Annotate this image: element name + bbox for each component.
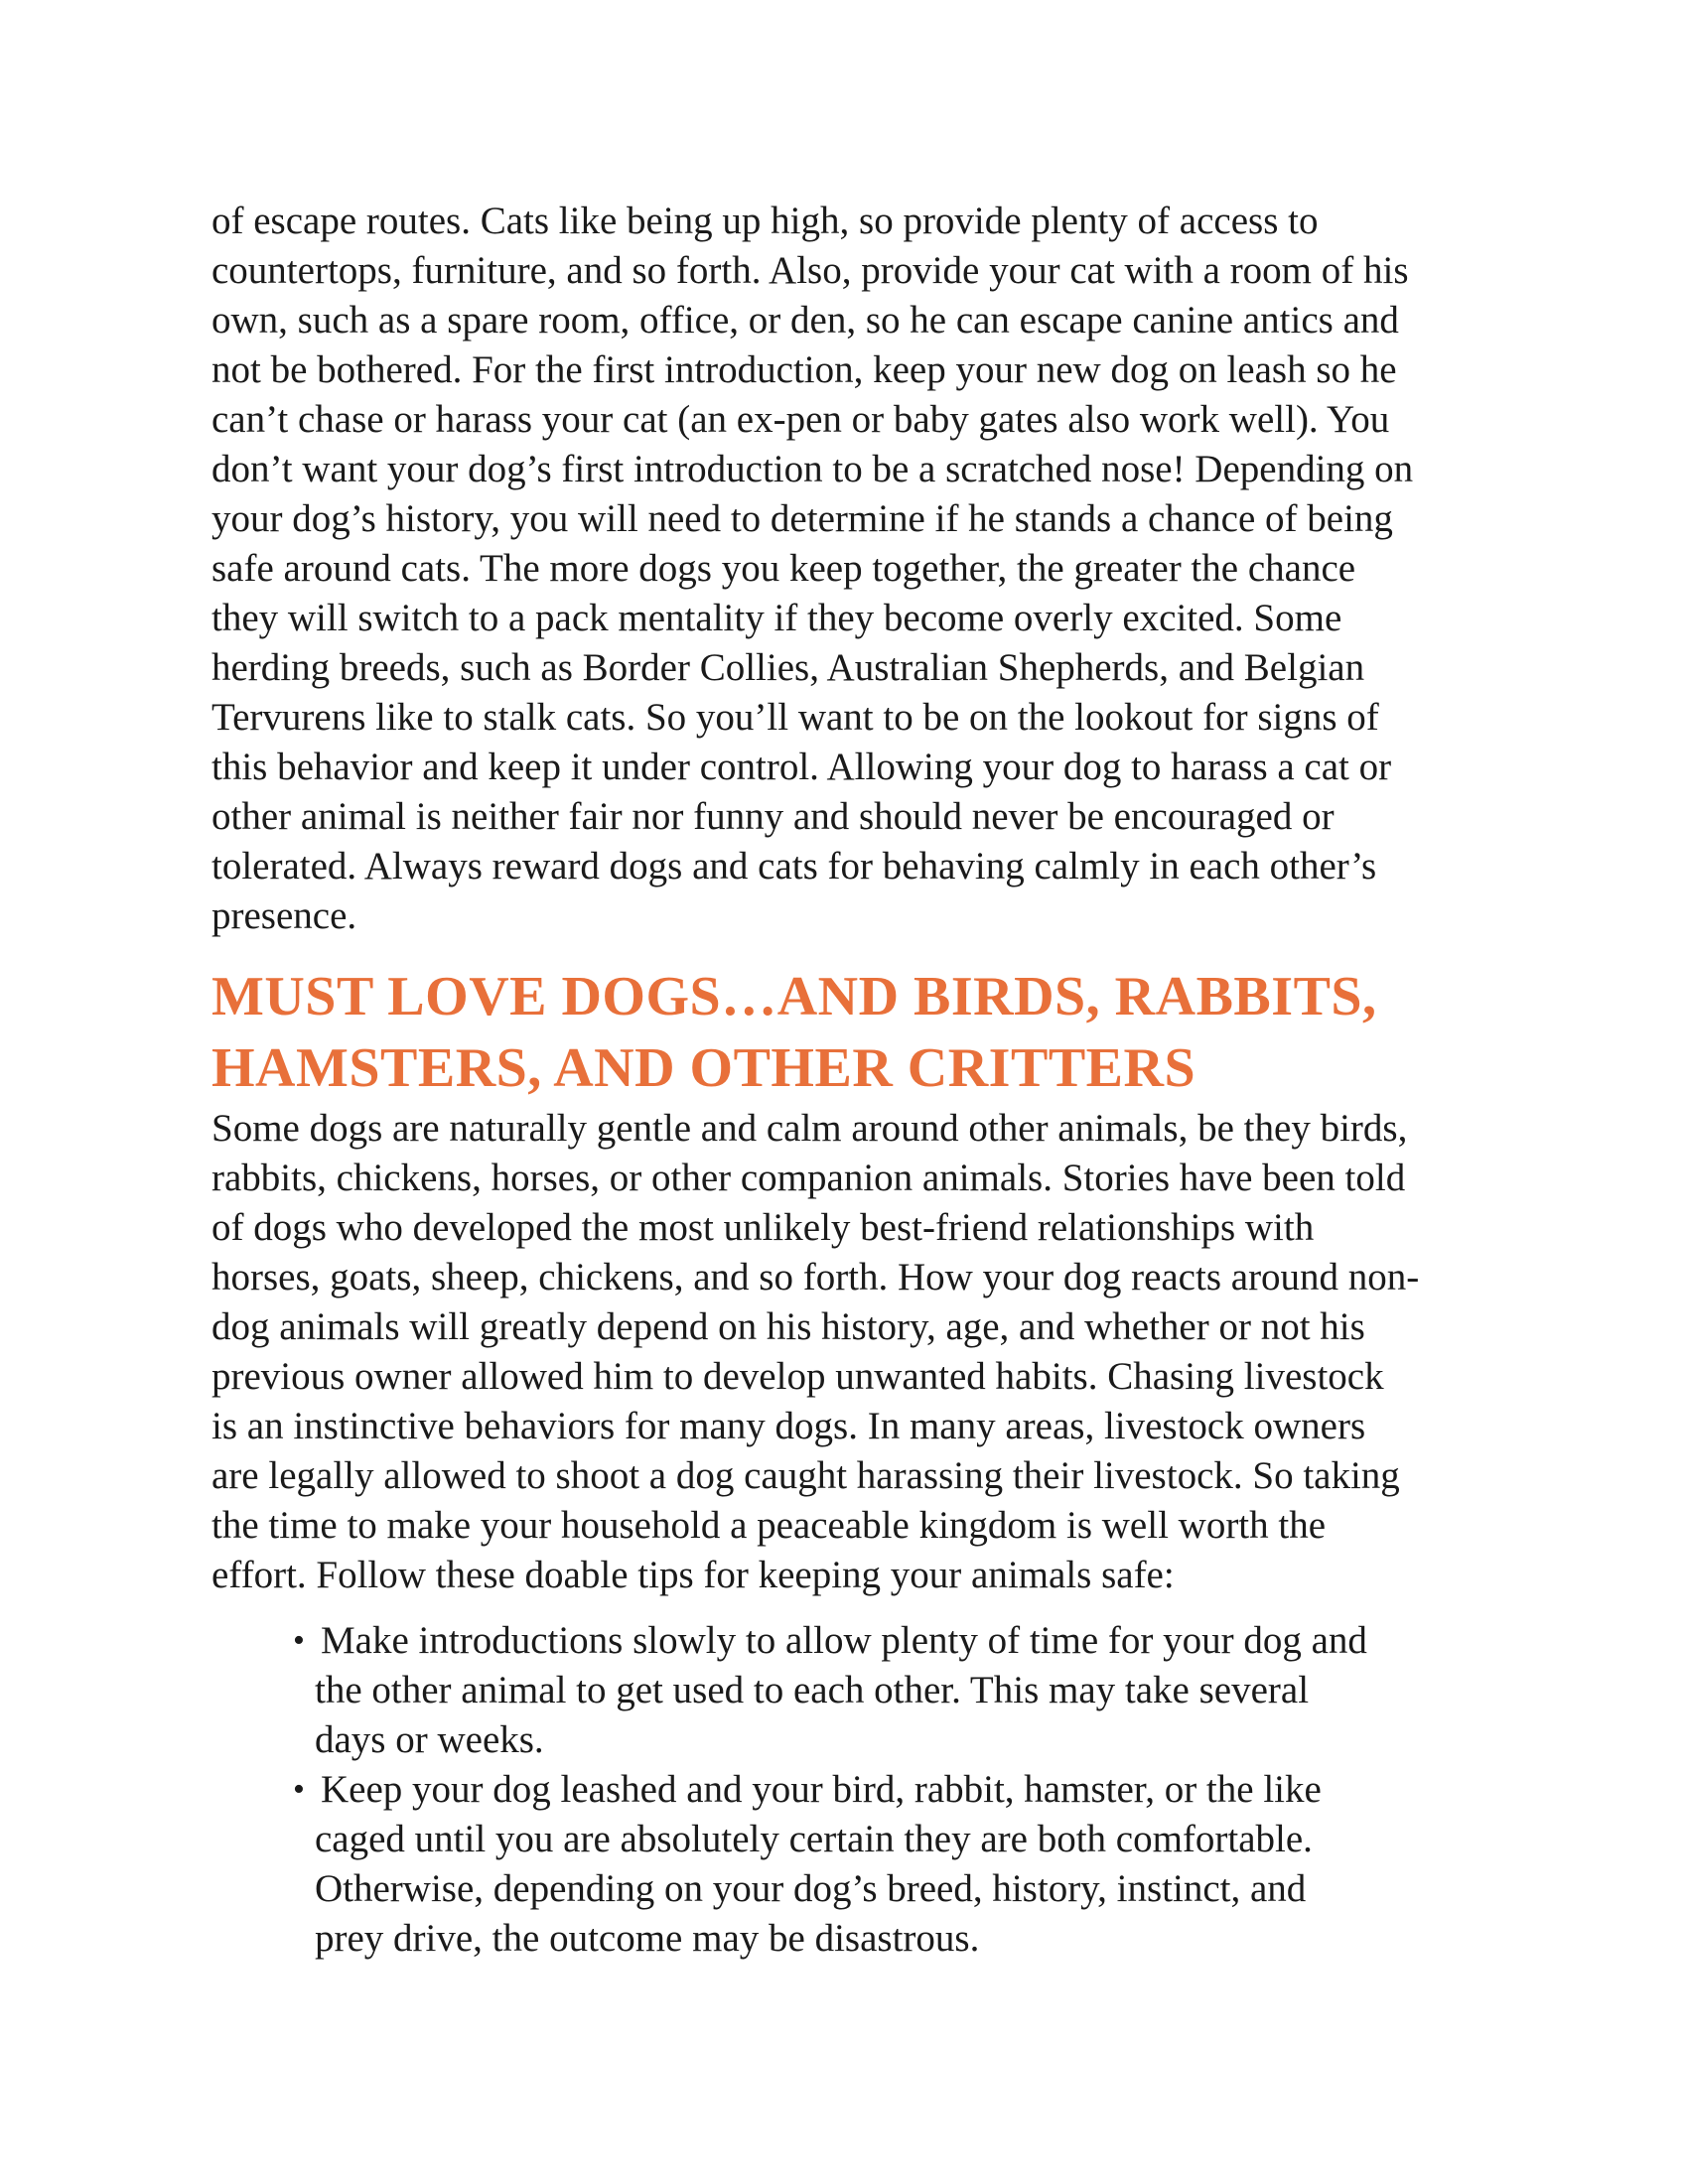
text-line: they will switch to a pack mentality if they become overly excited. Some: [211, 597, 1342, 639]
bullet-icon: •: [293, 1622, 305, 1659]
intro-paragraph: [211, 197, 1492, 941]
text-line: own, such as a spare room, office, or den, so he can escape canine antics and: [211, 299, 1399, 341]
text-line: tolerated. Always reward dogs and cats for behaving calmly in each other’s: [211, 845, 1377, 887]
text-line: Make introductions slowly to allow plenty of time for your dog and: [321, 1619, 1367, 1662]
list-item: [293, 1616, 1492, 1765]
text-line: caged until you are absolutely certain they are both comfortable.: [315, 1818, 1313, 1860]
text-line: countertops, furniture, and so forth. Also, provide your cat with a room of his: [211, 249, 1409, 292]
text-line: your dog’s history, you will need to determine if he stands a chance of being: [211, 497, 1393, 540]
text-line: dog animals will greatly depend on his history, age, and whether or not his: [211, 1305, 1365, 1348]
list-item: [293, 1765, 1492, 1964]
text-line: herding breeds, such as Border Collies, Australian Shepherds, and Belgian: [211, 646, 1365, 689]
text-line: this behavior and keep it under control. Allowing your dog to harass a cat or: [211, 746, 1392, 788]
text-line: are legally allowed to shoot a dog caught harassing their livestock. So taking: [211, 1454, 1400, 1497]
text-line: other animal is neither fair nor funny and should never be encouraged or: [211, 795, 1335, 838]
tips-list: [211, 1616, 1492, 1964]
text-line: safe around cats. The more dogs you keep together, the greater the chance: [211, 547, 1356, 590]
text-line: the time to make your household a peaceable kingdom is well worth the: [211, 1504, 1327, 1547]
text-line: Keep your dog leashed and your bird, rabbit, hamster, or the like: [321, 1768, 1322, 1811]
text-line: Tervurens like to stalk cats. So you’ll want to be on the lookout for signs of: [211, 696, 1379, 739]
text-line: the other animal to get used to each other. This may take several: [315, 1669, 1310, 1711]
text-line: effort. Follow these doable tips for keeping your animals safe:: [211, 1554, 1175, 1596]
text-line: not be bothered. For the first introduction, keep your new dog on leash so he: [211, 348, 1397, 391]
text-line: horses, goats, sheep, chickens, and so forth. How your dog reacts around non-: [211, 1256, 1420, 1298]
text-line: rabbits, chickens, horses, or other companion animals. Stories have been told: [211, 1157, 1406, 1199]
text-line: of dogs who developed the most unlikely best-friend relationships with: [211, 1206, 1315, 1249]
text-line: of escape routes. Cats like being up high, so provide plenty of access to: [211, 200, 1319, 242]
text-line: prey drive, the outcome may be disastrous.: [315, 1917, 980, 1960]
text-line: don’t want your dog’s first introduction to be a scratched nose! Depending on: [211, 448, 1414, 490]
text-line: days or weeks.: [315, 1718, 544, 1761]
section-paragraph: [211, 1104, 1492, 1600]
heading-line: HAMSTERS, AND OTHER CRITTERS: [211, 1037, 1196, 1099]
text-line: presence.: [211, 894, 357, 937]
text-line: Otherwise, depending on your dog’s breed, history, instinct, and: [315, 1867, 1307, 1910]
heading-line: MUST LOVE DOGS…AND BIRDS, RABBITS,: [211, 966, 1377, 1027]
text-line: can’t chase or harass your cat (an ex-pen or baby gates also work well). You: [211, 398, 1390, 441]
text-line: is an instinctive behaviors for many dogs. In many areas, livestock owners: [211, 1405, 1366, 1447]
text-line: Some dogs are naturally gentle and calm around other animals, be they birds,: [211, 1107, 1408, 1150]
bullet-icon: •: [293, 1771, 305, 1808]
text-line: previous owner allowed him to develop unwanted habits. Chasing livestock: [211, 1355, 1384, 1398]
section-heading: [211, 961, 1492, 1104]
document-page: [211, 197, 1492, 1964]
